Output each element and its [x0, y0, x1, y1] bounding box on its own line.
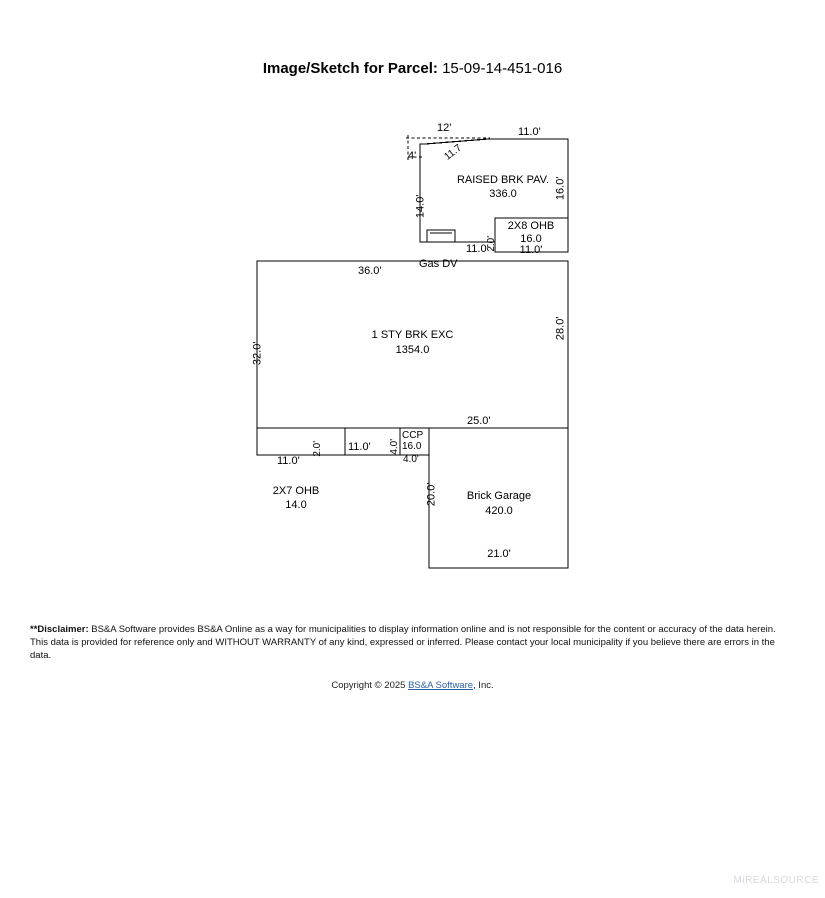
label-garage-name: Brick Garage [466, 490, 532, 502]
dim-ccp-left-4: 4.0' [389, 438, 401, 455]
gas-dv-outline [427, 230, 455, 242]
label-ccp-value: 16.0 [402, 441, 422, 452]
dim-pav-top-11: 11.0' [518, 126, 541, 138]
dim-ccp-bottom-4: 4.0' [403, 454, 419, 465]
dim-top-4: 4' [408, 150, 417, 162]
dim-main-right-28: 28.0' [554, 316, 567, 341]
label-ccp-name: CCP [402, 430, 424, 441]
dim-main-top-36: 36.0' [358, 265, 382, 277]
watermark: MiREALSOURCE [733, 875, 819, 886]
dim-pav-bottom-11: 11.0' [466, 243, 489, 255]
label-ohb-2x8-name: 2X8 OHB [507, 220, 555, 232]
label-main-name: 1 STY BRK EXC [371, 329, 454, 341]
page-title-prefix: Image/Sketch for Parcel: [262, 60, 438, 77]
dim-main-bottom-25: 25.0' [467, 415, 491, 427]
dim-diagonal-11-7: 11.7 [442, 142, 464, 163]
dim-wing-right-11: 11.0' [348, 441, 371, 453]
label-ohb-2x7-value: 14.0 [285, 499, 307, 511]
parcel-sketch [0, 110, 825, 600]
dim-ohb-right-11: 11.0' [519, 244, 543, 256]
dim-garage-left-20: 20.0' [425, 482, 438, 507]
page-title [0, 60, 825, 77]
copyright [0, 680, 825, 691]
disclaimer-text: BS&A Software provides BS&A Online as a way for municipalities to display information online and is not responsible for the content or accuracy of the data herein. This data is provided for reference only and WITHOUT WARRANTY of any kind, expressed or inferred. Please contact your local municipality if you believe there are errors in the data. [30, 624, 776, 661]
label-main-value: 1354.0 [395, 344, 430, 356]
copyright-prefix: Copyright © 2025 [331, 680, 409, 691]
parcel-id: 15-09-14-451-016 [442, 60, 563, 77]
label-garage-value: 420.0 [485, 505, 513, 517]
ohb-2x7-outline [257, 428, 400, 455]
label-gas-dv: Gas DV [419, 258, 458, 270]
label-raised-brk-pav-name: RAISED BRK PAV. [456, 174, 550, 186]
label-ohb-2x8-value: 16.0 [520, 233, 542, 245]
dim-top-12: 12' [437, 122, 452, 134]
disclaimer [30, 624, 795, 662]
bsa-software-link[interactable]: BS&A Software [408, 680, 474, 691]
dim-pav-left-14: 14.0' [414, 194, 427, 219]
dim-pav-right-16: 16.0' [554, 176, 567, 201]
copyright-suffix: , Inc. [473, 680, 494, 691]
dim-ohb-left-2: 2.0' [486, 235, 498, 252]
label-raised-brk-pav-value: 336.0 [489, 188, 517, 200]
disclaimer-label: **Disclaimer: [30, 624, 89, 635]
label-ohb-2x7-name: 2X7 OHB [272, 485, 320, 497]
dim-garage-bottom-21: 21.0' [487, 548, 511, 560]
dim-main-left-32: 32.0' [251, 341, 264, 366]
dim-wing-left-11: 11.0' [277, 455, 300, 467]
dim-wing-2: 2.0' [312, 440, 324, 457]
